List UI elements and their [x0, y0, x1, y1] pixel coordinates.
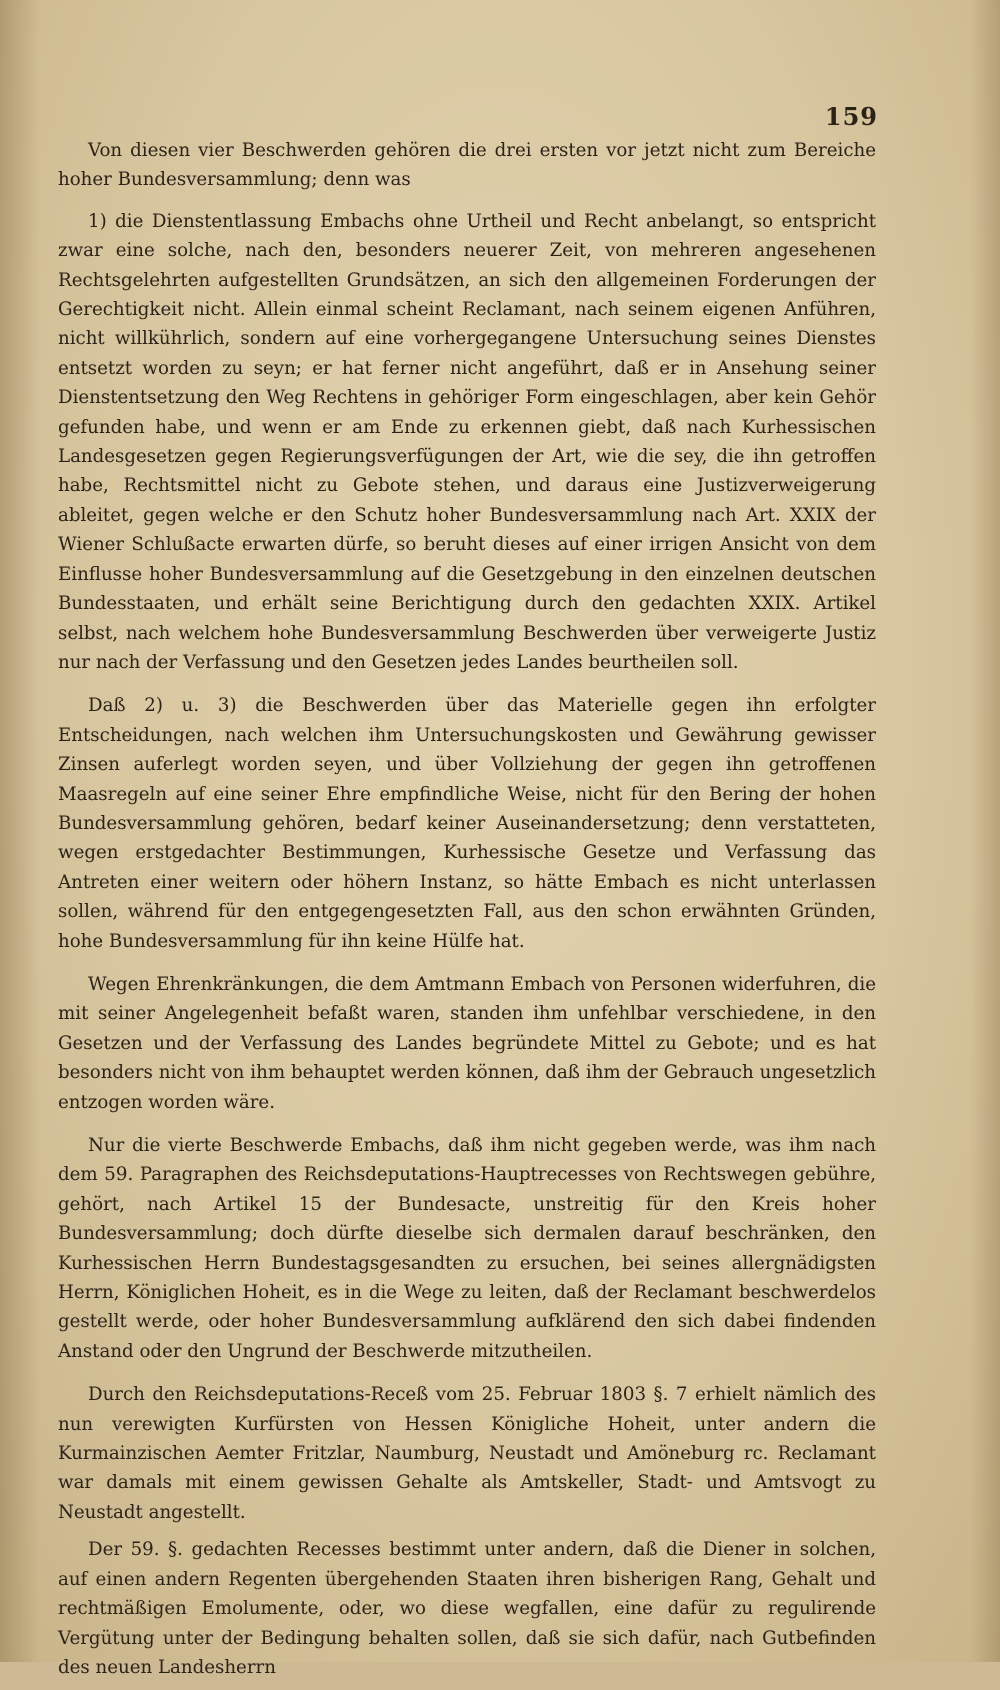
paragraph-1: Von diesen vier Beschwerden gehören die drei ersten vor jetzt nicht zum Bereiche hoher Bundesversammlung; denn was	[58, 140, 876, 191]
paragraph-5: Nur die vierte Beschwerde Embachs, daß ihm nicht gegeben werde, was ihm nach dem 59. Paragraphen des Reichsdeputations-Hauptrecesses von Rechtswegen gebühre, gehört, nach Artikel 15 der Bundesacte, unstreitig für den Kreis hoher Bundesversammlung; doch dürfte dieselbe sich dermalen darauf beschränken, den Kurhessischen Herrn Bundestagsgesandten zu ersuchen, bei seines allergnädigsten Herrn, Königlichen Hoheit, es in die Wege zu leiten, daß der Reclamant beschwerdelos gestellt werde, oder hoher Bundesversammlung aufklärend den sich dabei findenden Anstand oder den Ungrund der Beschwerde mitzutheilen.	[58, 1135, 876, 1362]
body-text	[58, 136, 876, 1690]
page-number: 159	[824, 102, 878, 131]
paragraph-4: Wegen Ehrenkränkungen, die dem Amtmann Embach von Personen widerfuhren, die mit seiner Angelegenheit befaßt waren, standen ihm unfehlbar verschiedene, in den Gesetzen und der Verfassung des Landes begründete Mittel zu Gebote; und es hat besonders nicht von ihm behauptet werden können, daß ihm der Gebrauch ungesetzlich entzogen worden wäre.	[58, 973, 876, 1113]
paragraph-2: 1) die Dienstentlassung Embachs ohne Urtheil und Recht anbelangt, so entspricht zwar eine solche, nach den, besonders neuerer Zeit, von mehreren angesehenen Rechtsgelehrten aufgestellten Grundsätzen, an sich den allgemeinen Forderungen der Gerechtigkeit nicht. Allein einmal scheint Reclamant, nach seinem eigenen Anführen, nicht willkührlich, sondern auf eine vorhergegangene Untersuchung seines Dienstes entsetzt worden zu seyn; er hat ferner nicht angeführt, daß er in Ansehung seiner Dienstentsetzung den Weg Rechtens in gehöriger Form eingeschlagen, aber kein Gehör gefunden habe, und wenn er am Ende zu erkennen giebt, daß nach Kurhessischen Landesgesetzen gegen Regierungsverfügungen der Art, wie die sey, die ihn getroffen habe, Rechtsmittel nicht zu Gebote stehen, und daraus eine Justizverweigerung ableitet, gegen welche er den Schutz hoher Bundesversammlung nach Art. XXIX der Wiener Schlußacte erwarten dürfe, so beruht dieses auf einer irrigen Ansicht von dem Einflusse hoher Bundesversammlung auf die Gesetzgebung in den einzelnen deutschen Bundesstaaten, und erhält seine Berichtigung durch den gedachten XXIX. Artikel selbst, nach welchem hohe Bundesversammlung Beschwerden über verweigerte Justiz nur nach der Verfassung und den Gesetzen jedes Landes beurtheilen soll.	[58, 210, 876, 673]
paragraph-7: Der 59. §. gedachten Recesses bestimmt unter andern, daß die Diener in solchen, auf einen andern Regenten übergehenden Staaten ihren bisherigen Rang, Gehalt und rechtmäßigen Emolumente, oder, wo diese wegfallen, eine dafür zu regulirende Vergütung unter der Bedingung behalten sollen, daß sie sich dafür, nach Gutbefinden des neuen Landesherrn	[58, 1539, 876, 1678]
paragraph-6: Durch den Reichsdeputations-Receß vom 25. Februar 1803 §. 7 erhielt nämlich des nun verewigten Kurfürsten von Hessen Königliche Hoheit, unter andern die Kurmainzischen Aemter Fritzlar, Naumburg, Neustadt und Amöneburg rc. Reclamant war damals mit einem gewissen Gehalte als Amtskeller, Stadt- und Amtsvogt zu Neustadt angestellt.	[58, 1384, 876, 1523]
paragraph-3: Daß 2) u. 3) die Beschwerden über das Materielle gegen ihn erfolgter Entscheidungen, nach welchen ihm Untersuchungskosten und Gewährung gewisser Zinsen auferlegt worden seyen, und über Vollziehung der gegen ihn getroffenen Maasregeln auf eine seiner Ehre empfindliche Weise, nicht für den Bering der hohen Bundesversammlung gehören, bedarf keiner Auseinandersetzung; denn verstatteten, wegen erstgedachter Bestimmungen, Kurhessische Gesetze und Verfassung das Antreten einer weitern oder höhern Instanz, so hätte Embach es nicht unterlassen sollen, während für den entgegengesetzten Fall, aus den schon erwähnten Gründen, hohe Bundesversammlung für ihn keine Hülfe hat.	[58, 695, 876, 952]
